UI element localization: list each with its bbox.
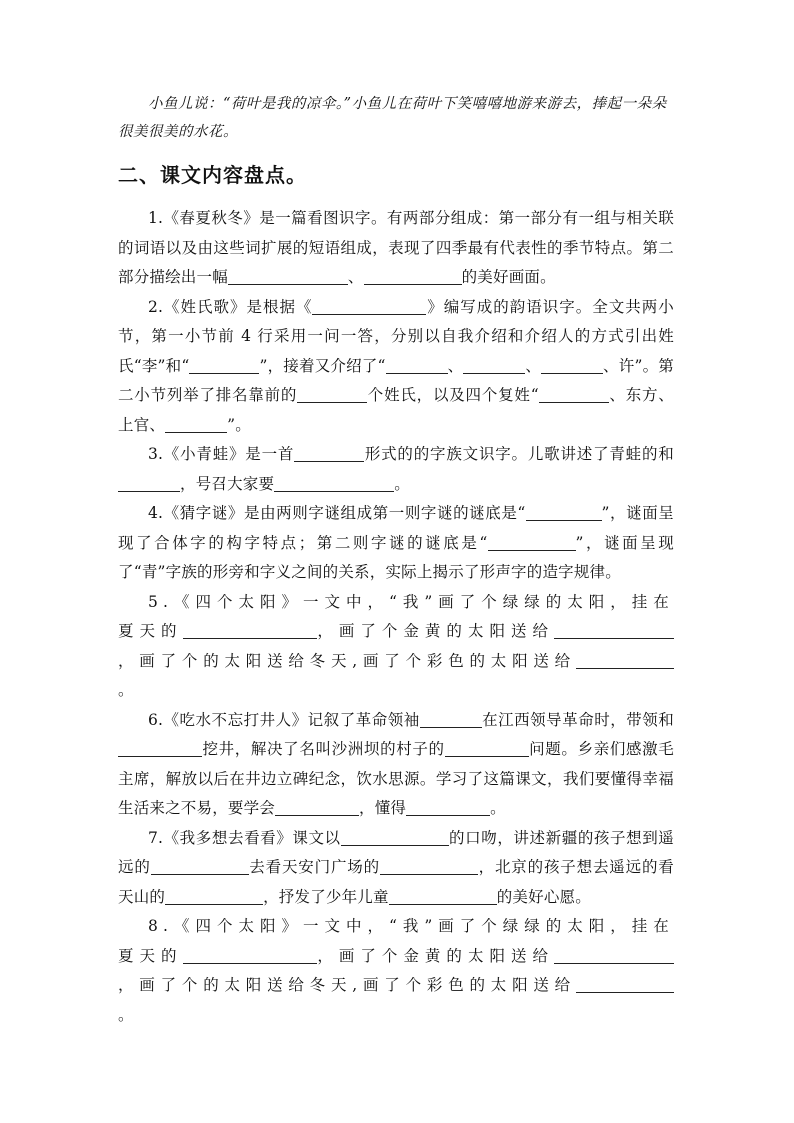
answer-blank[interactable]: [554, 945, 674, 964]
answer-blank[interactable]: [118, 473, 180, 492]
answer-blank[interactable]: [275, 797, 359, 816]
question-8-text: 。: [118, 1005, 139, 1024]
question-5-text: 。: [118, 681, 139, 699]
answer-blank[interactable]: [151, 856, 249, 875]
question-2-text: ”，接着又介绍了“: [259, 356, 386, 375]
answer-blank[interactable]: [312, 296, 426, 315]
answer-blank[interactable]: [488, 532, 576, 551]
answer-blank[interactable]: [165, 414, 227, 433]
answer-blank[interactable]: [576, 974, 674, 993]
answer-blank[interactable]: [183, 620, 317, 639]
answer-blank[interactable]: [389, 886, 497, 905]
question-2-text: 、: [525, 356, 542, 375]
question-7: [118, 824, 674, 913]
question-3-text: 形式的的字族文识字。儿歌讲述了青蛙的和: [364, 445, 674, 463]
question-3-text: 。: [394, 474, 410, 493]
question-1: [118, 204, 674, 293]
answer-blank[interactable]: [463, 355, 525, 374]
question-6-text: 挖井，解决了名叫沙洲坝的村子的: [202, 740, 445, 758]
question-3-text: 3.《小青蛙》是一首: [148, 445, 295, 463]
answer-blank[interactable]: [294, 443, 364, 462]
question-3: [118, 440, 674, 499]
answer-blank[interactable]: [274, 473, 394, 492]
answer-blank[interactable]: [189, 355, 259, 374]
question-8: [118, 912, 674, 1030]
answer-blank[interactable]: [420, 709, 482, 728]
answer-blank[interactable]: [380, 856, 478, 875]
question-6-text: 在江西领导革命时，带领和: [481, 710, 675, 729]
answer-blank[interactable]: [445, 738, 529, 757]
answer-blank[interactable]: [364, 266, 462, 285]
question-6-text: 。: [490, 799, 506, 817]
question-3-text: ，号召大家要: [180, 474, 275, 493]
question-6-text: 6.《吃水不忘打井人》记叙了革命领袖: [148, 710, 420, 729]
question-7-text: 7.《我多想去看看》课文以: [148, 828, 341, 847]
answer-blank[interactable]: [297, 384, 367, 403]
answer-blank[interactable]: [118, 738, 202, 757]
question-2-text: 2.《姓氏歌》是根据《: [148, 297, 313, 316]
question-6: [118, 706, 674, 824]
answer-blank[interactable]: [576, 650, 674, 669]
answer-blank[interactable]: [526, 502, 602, 521]
question-8-text: ，画了个金黄的太阳送给: [316, 946, 554, 965]
section-heading: 二、课文内容盘点。: [118, 163, 307, 187]
question-5-text: ，画了个金黄的太阳送给: [316, 622, 554, 640]
question-6-text: ，懂得: [359, 799, 407, 817]
answer-blank[interactable]: [554, 620, 674, 639]
intro-paragraph: [118, 90, 674, 146]
answer-blank[interactable]: [228, 266, 348, 285]
question-7-text: 的美好心愿。: [496, 887, 591, 906]
answer-blank[interactable]: [183, 945, 317, 964]
intro-text: 小鱼儿说：“荷叶是我的凉伞。”小鱼儿在荷叶下笑嘻嘻地游来游去，捧起一朵朵很美很美的水花。: [118, 96, 667, 140]
question-5-text: ，画了个的太阳送给冬天,画了个彩色的太阳送给: [118, 651, 576, 670]
question-2-text: ”。: [227, 415, 251, 434]
question-2-text: 、东方、上官、: [118, 386, 674, 434]
question-7-text: 的口吻，讲述新疆的孩子想到遥远的: [118, 828, 675, 876]
answer-blank[interactable]: [341, 827, 449, 846]
question-7-text: 去看天安门广场的: [248, 858, 380, 876]
question-2-text: 》编写成的韵语识字。全文共两小节，第一小节前 4 行采用一问一答，分别以自我介绍和介绍人的方式引出姓氏“李”和“: [118, 297, 674, 375]
question-5-text: 5.《四个太阳》一文中，“我”画了个绿绿的太阳，挂在夏天的: [118, 592, 674, 640]
question-7-text: ，北京的孩子想去遥远的看天山的: [118, 858, 674, 906]
question-4-text: ”，谜面呈现了“青”字族的形旁和字义之间的关系，实际上揭示了形声字的造字规律。: [118, 533, 674, 581]
answer-blank[interactable]: [541, 355, 603, 374]
question-4: [118, 499, 674, 588]
question-4-text: 4.《猜字谜》是由两则字谜组成第一则字谜的谜底是“: [148, 504, 526, 522]
question-1-text: 1.《春夏秋冬》是一篇看图识字。有两部分组成：第一部分有一组与相关联的词语以及由这些词扩展的短语组成，表现了四季最有代表性的季节特点。第二部分描绘出一幅: [118, 209, 674, 286]
question-7-text: ，抒发了少年儿童: [263, 887, 389, 906]
question-1-text: 的美好画面。: [461, 268, 556, 286]
question-list: [118, 204, 674, 1030]
question-8-text: 8.《四个太阳》一文中，“我”画了个绿绿的太阳，挂在夏天的: [118, 917, 674, 965]
question-2-text: 个姓氏，以及四个复姓“: [367, 386, 539, 404]
answer-blank[interactable]: [386, 355, 448, 374]
question-8-text: ，画了个的太阳送给冬天,画了个彩色的太阳送给: [118, 976, 576, 994]
question-2: [118, 293, 674, 441]
answer-blank[interactable]: [165, 886, 263, 905]
answer-blank[interactable]: [406, 797, 490, 816]
question-1-text: 、: [347, 268, 364, 286]
question-5: [118, 588, 674, 706]
question-6-text: 问题。乡亲们感激毛主席，解放以后在井边立碑纪念，饮水思源。学习了这篇课文，我们要懂得幸福生活来之不易，要学会: [118, 740, 674, 817]
question-2-text: 、许”。第二小节列举了排名靠前的: [118, 356, 674, 404]
answer-blank[interactable]: [539, 384, 609, 403]
question-4-text: ”，谜面呈现了合体字的构字特点；第二则字谜的谜底是“: [118, 504, 674, 552]
question-2-text: 、: [447, 356, 464, 375]
